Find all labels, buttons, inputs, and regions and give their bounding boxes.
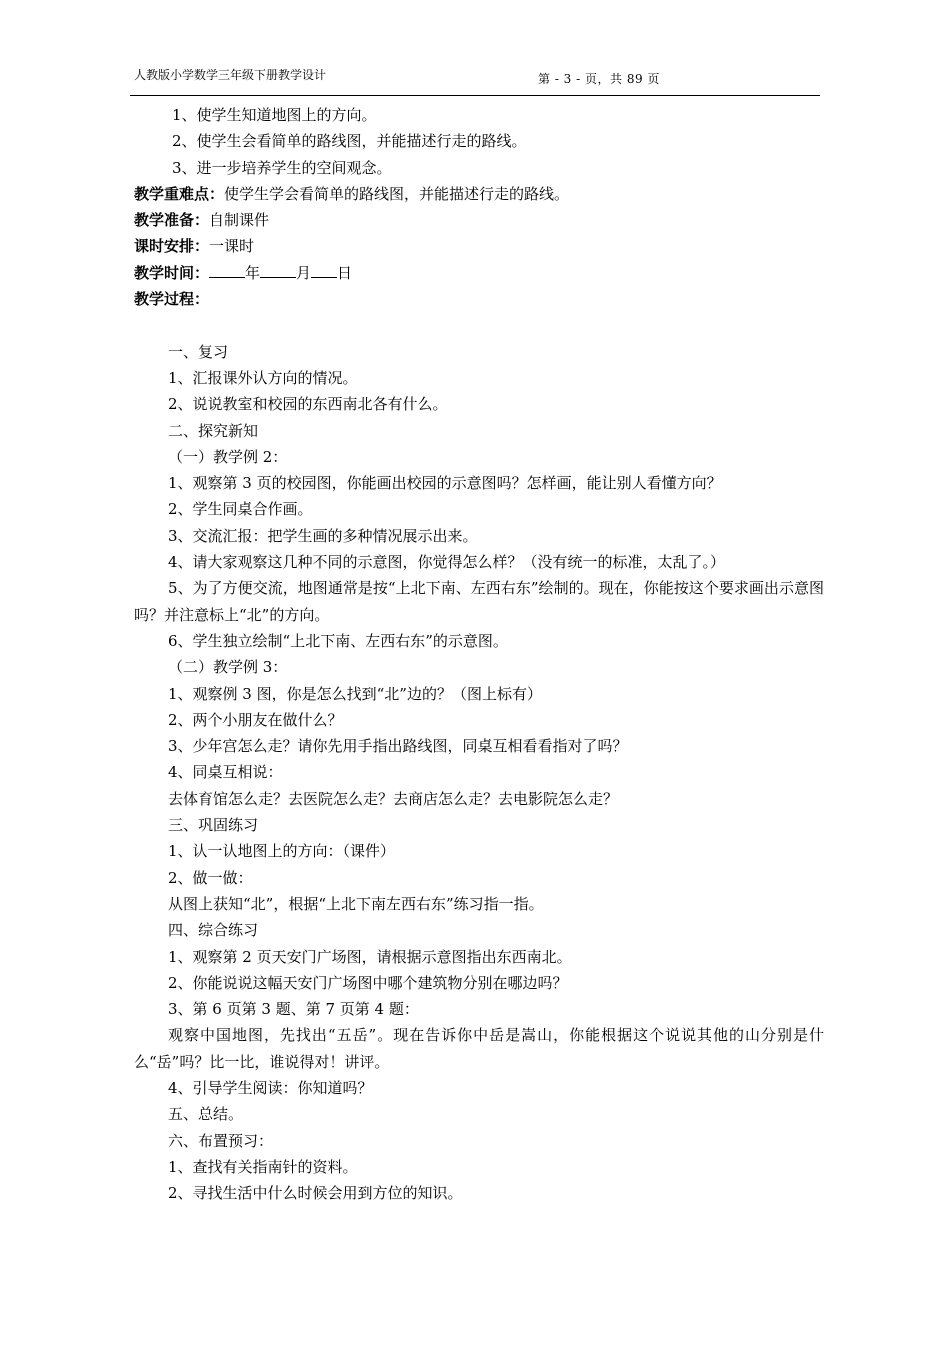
process-line: 三、巩固练习 (168, 816, 259, 835)
objective-item: 3、进一步培养学生的空间观念。 (172, 158, 392, 177)
prep-row (134, 207, 824, 233)
process-line: 2、寻找生活中什么时候会用到方位的知识。 (168, 1184, 463, 1203)
schedule-value: 一课时 (209, 237, 255, 256)
process-line: 六、布置预习： (168, 1131, 274, 1150)
schedule-row (134, 233, 824, 259)
header-divider (130, 95, 820, 96)
process-row (134, 286, 824, 312)
day-blank (311, 261, 337, 278)
process-line: （二）教学例 3： (168, 658, 288, 677)
process-line: 从图上获知“北”，根据“上北下南左西右东”练习指一指。 (168, 894, 544, 913)
process-line: 2、做一做： (168, 868, 253, 887)
day-label: 日 (337, 263, 353, 282)
process-line: 3、第 6 页第 3 题、第 7 页第 4 题： (168, 1000, 419, 1019)
month-label: 月 (296, 263, 312, 282)
schedule-label: 课时安排： (134, 237, 210, 256)
blank-line (134, 312, 824, 338)
difficulty-row (134, 181, 824, 207)
time-label: 教学时间： (134, 263, 210, 282)
process-line: 2、说说教室和校园的东西南北各有什么。 (168, 395, 448, 414)
prep-label: 教学准备： (134, 211, 210, 230)
difficulty-label: 教学重难点： (134, 184, 225, 203)
process-line: 4、同桌互相说： (168, 763, 283, 782)
prep-value: 自制课件 (209, 211, 270, 230)
process-line: 1、查找有关指南针的资料。 (168, 1157, 358, 1176)
process-line: 一、复习 (168, 342, 229, 361)
objective-item: 2、使学生会看简单的路线图，并能描述行走的路线。 (172, 132, 527, 151)
process-line: 二、探究新知 (168, 421, 259, 440)
process-line: （一）教学例 2： (168, 447, 288, 466)
process-paragraph: 5、为了方便交流，地图通常是按“上北下南、左西右东”绘制的。现在，你能按这个要求画出示意图吗？并注意标上“北”的方向。 (134, 579, 824, 624)
process-line: 1、观察第 3 页的校园图，你能画出校园的示意图吗？怎样画，能让别人看懂方向？ (168, 474, 722, 493)
lesson-content (134, 102, 824, 1206)
process-line: 1、观察例 3 图，你是怎么找到“北”边的？（图上标有） (168, 684, 542, 703)
year-label: 年 (245, 263, 261, 282)
process-line: 四、综合练习 (168, 921, 259, 940)
process-label: 教学过程： (134, 290, 210, 309)
process-line: 1、认一认地图上的方向：（课件） (168, 842, 396, 861)
process-line: 1、观察第 2 页天安门广场图，请根据示意图指出东西南北。 (168, 947, 572, 966)
header-page-info: 第 - 3 - 页，共 89 页 (538, 72, 660, 86)
process-line: 6、学生独立绘制“上北下南、左西右东”的示意图。 (168, 631, 508, 650)
process-line: 3、交流汇报：把学生画的多种情况展示出来。 (168, 526, 478, 545)
difficulty-value: 使学生学会看简单的路线图，并能描述行走的路线。 (224, 184, 570, 203)
process-paragraph: 观察中国地图，先找出“五岳”。现在告诉你中岳是嵩山，你能根据这个说说其他的山分别是什么“岳”吗？比一比，谁说得对！讲评。 (134, 1026, 824, 1071)
month-blank (260, 261, 296, 278)
process-line: 去体育馆怎么走？去医院怎么走？去商店怎么走？去电影院怎么走？ (168, 789, 619, 808)
objective-item: 1、使学生知道地图上的方向。 (172, 106, 377, 124)
process-line: 4、引导学生阅读：你知道吗？ (168, 1078, 373, 1097)
header-document-title: 人教版小学数学三年级下册教学设计 (134, 68, 327, 82)
process-line: 五、总结。 (168, 1105, 244, 1124)
process-line: 2、两个小朋友在做什么？ (168, 710, 343, 729)
time-row (134, 260, 824, 286)
process-line: 2、你能说说这幅天安门广场图中哪个建筑物分别在哪边吗？ (168, 973, 568, 992)
process-line: 1、汇报课外认方向的情况。 (168, 368, 358, 387)
process-line: 2、学生同桌合作画。 (168, 500, 313, 519)
process-line: 4、请大家观察这几种不同的示意图，你觉得怎么样？（没有统一的标准，太乱了。） (168, 553, 726, 572)
year-blank (209, 261, 245, 278)
process-line: 3、少年宫怎么走？请你先用手指出路线图，同桌互相看看指对了吗？ (168, 737, 628, 756)
